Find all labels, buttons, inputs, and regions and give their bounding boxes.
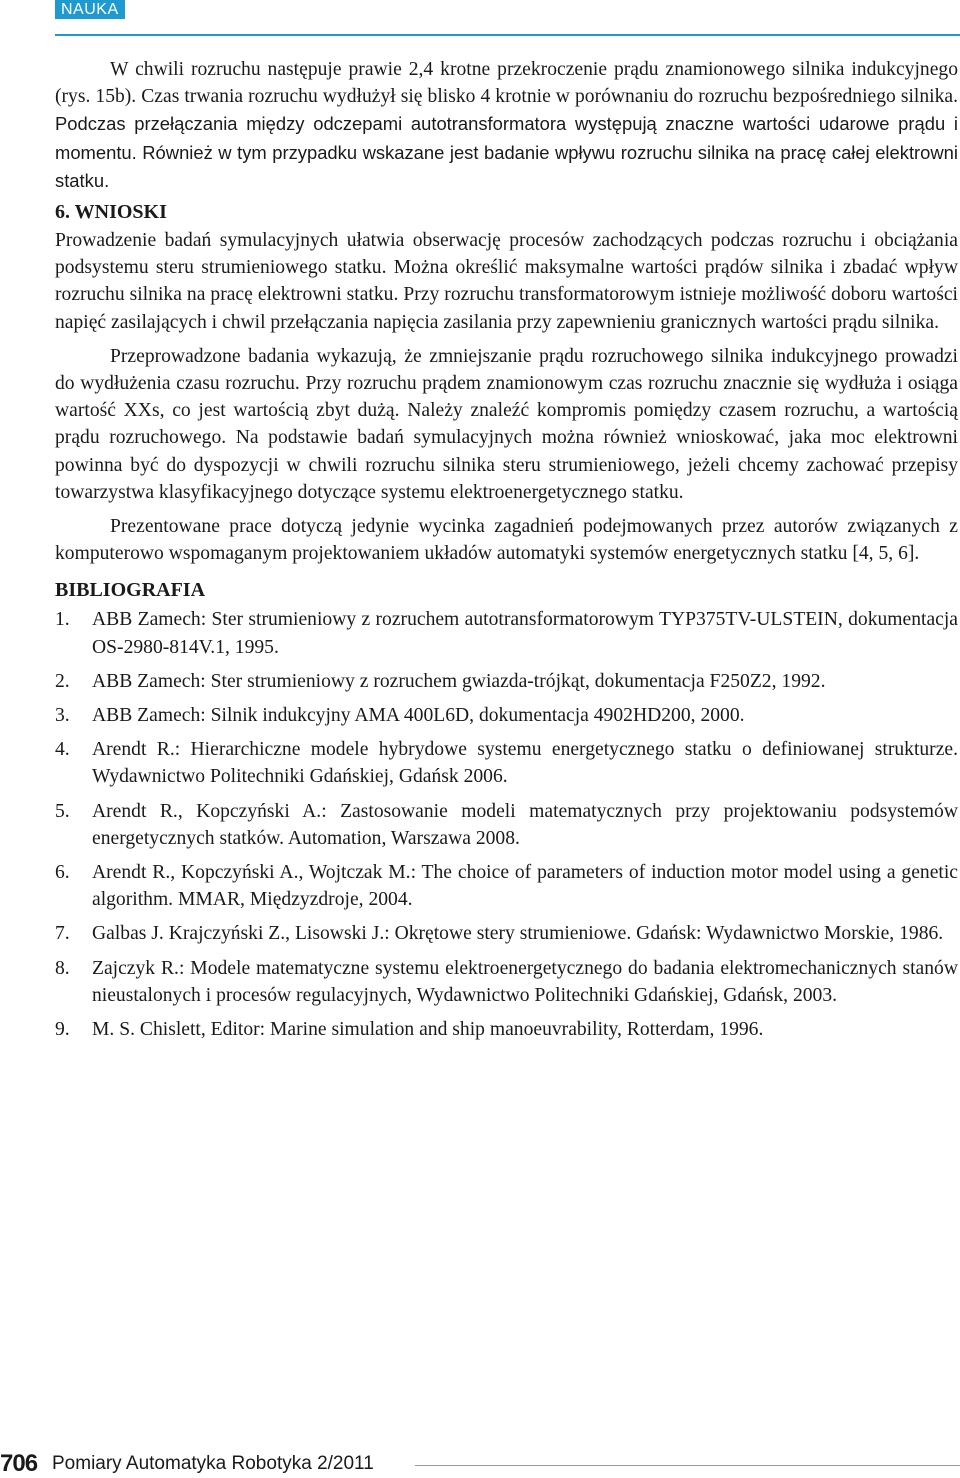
footer-divider: [415, 1465, 960, 1466]
reference-item: [55, 1016, 958, 1043]
reference-text: ABB Zamech: Ster strumieniowy z rozruchem gwiazda-trójkąt, dokumentacja F250Z2, 1992.: [92, 670, 826, 692]
reference-list: [55, 606, 958, 1043]
article-body: [55, 56, 958, 1043]
page-number: 706: [0, 1450, 38, 1477]
conclusions-paragraph-2: Przeprowadzone badania wykazują, że zmniejszanie prądu rozruchowego silnika indukcyjnego prowadzi do wydłużenia czasu rozruchu. Przy rozruchu prądem znamionowym czas rozruchu znacznie się wydłuża i osiąga wartość XXs, co jest wartością zbyt dużą. Należy znaleźć kompromis pomiędzy czasem rozruchu, a wartością prądu rozruchowego. Na podstawie badań symulacyjnych można również wnioskować, jaka moc elektrowni powinna być do dyspozycji w chwili rozruchu silnika steru strumieniowego, jeżeli chcemy zachować przepisy towarzystwa klasyfikacyjnego dotyczące systemu elektroenergetycznego statku.: [55, 345, 958, 503]
intro-paragraph: [55, 56, 958, 195]
reference-item: [55, 859, 958, 913]
reference-text: Zajczyk R.: Modele matematyczne systemu elektroenergetycznego do badania elektromechanicznych stanów nieustalonych i procesów regulacyjnych, Wydawnictwo Politechniki Gdańskiej, Gdańsk, 2003.: [92, 957, 958, 1006]
reference-number: 9.: [55, 1019, 70, 1041]
reference-text: Arendt R., Kopczyński A., Wojtczak M.: The choice of parameters of induction motor model using a genetic algorithm. MMAR, Międzyzdroje, 2004.: [92, 862, 958, 911]
reference-number: 4.: [55, 739, 70, 761]
reference-number: 1.: [55, 609, 70, 631]
page-footer: [0, 1446, 960, 1476]
reference-text: Arendt R., Kopczyński A.: Zastosowanie modeli matematycznych przy projektowaniu podsystemów energetycznych statków. Automation, Warszawa 2008.: [92, 800, 958, 849]
reference-item: [55, 955, 958, 1009]
reference-item: [55, 702, 958, 729]
reference-item: [55, 736, 958, 790]
section-tag: NAUKA: [55, 0, 125, 19]
reference-number: 8.: [55, 957, 70, 979]
reference-number: 6.: [55, 862, 70, 884]
section-heading-wnioski: 6. WNIOSKI: [55, 201, 167, 224]
reference-text: ABB Zamech: Ster strumieniowy z rozruchem autotransformatorowym TYP375TV-ULSTEIN, dokumentacja OS-2980-814V.1, 1995.: [92, 609, 958, 658]
reference-number: 3.: [55, 705, 70, 727]
reference-number: 7.: [55, 923, 70, 945]
reference-number: 2.: [55, 670, 70, 692]
bibliography-heading: BIBLIOGRAFIA: [55, 579, 206, 602]
reference-text: M. S. Chislett, Editor: Marine simulation and ship manoeuvrability, Rotterdam, 1996.: [92, 1019, 764, 1041]
intro-sans-text: Podczas przełączania między odczepami autotransformatora występują znaczne wartości udarowe prądu i momentu. Również w tym przypadku wskazane jest badanie wpływu rozruchu silnika na pracę całej elektrowni statku.: [55, 113, 958, 191]
journal-title: Pomiary Automatyka Robotyka 2/2011: [52, 1453, 374, 1474]
reference-text: Arendt R.: Hierarchiczne modele hybrydowe systemu energetycznego statku o definiowanej strukturze. Wydawnictwo Politechniki Gdańskiej, Gdańsk 2006.: [92, 739, 958, 788]
reference-item: [55, 920, 958, 947]
reference-number: 5.: [55, 800, 70, 822]
reference-item: [55, 606, 958, 660]
reference-text: ABB Zamech: Silnik indukcyjny AMA 400L6D, dokumentacja 4902HD200, 2000.: [92, 705, 745, 727]
intro-serif-text: W chwili rozruchu następuje prawie 2,4 krotne przekroczenie prądu znamionowego silnika indukcyjnego (rys. 15b). Czas trwania rozruchu wydłużył się blisko 4 krotnie w porównaniu do rozruchu bezpośredniego silnika.: [55, 59, 958, 108]
conclusions-paragraph-3: Prezentowane prace dotyczą jedynie wycinka zagadnień podejmowanych przez autorów związanych z komputerowo wspomaganym projektowaniem układów automatyki systemów energetycznych statku [4, 5, 6].: [55, 516, 958, 565]
conclusions-paragraph-1: Prowadzenie badań symulacyjnych ułatwia obserwację procesów zachodzących podczas rozruchu i obciążania podsystemu steru strumieniowego statku. Można określić maksymalne wartości prądów silnika i zbadać wpływ rozruchu silnika na pracę elektrowni statku. Przy rozruchu transformatorowym istnieje możliwość doboru wartości napięć zasilających i chwil przełączania napięcia zasilania przy zapewnieniu granicznych wartości prądu silnika.: [55, 230, 958, 333]
header-divider: [55, 34, 960, 36]
reference-item: [55, 668, 958, 695]
reference-text: Galbas J. Krajczyński Z., Lisowski J.: Okrętowe stery strumieniowe. Gdańsk: Wydawnictwo Morskie, 1986.: [92, 923, 944, 945]
reference-item: [55, 798, 958, 852]
